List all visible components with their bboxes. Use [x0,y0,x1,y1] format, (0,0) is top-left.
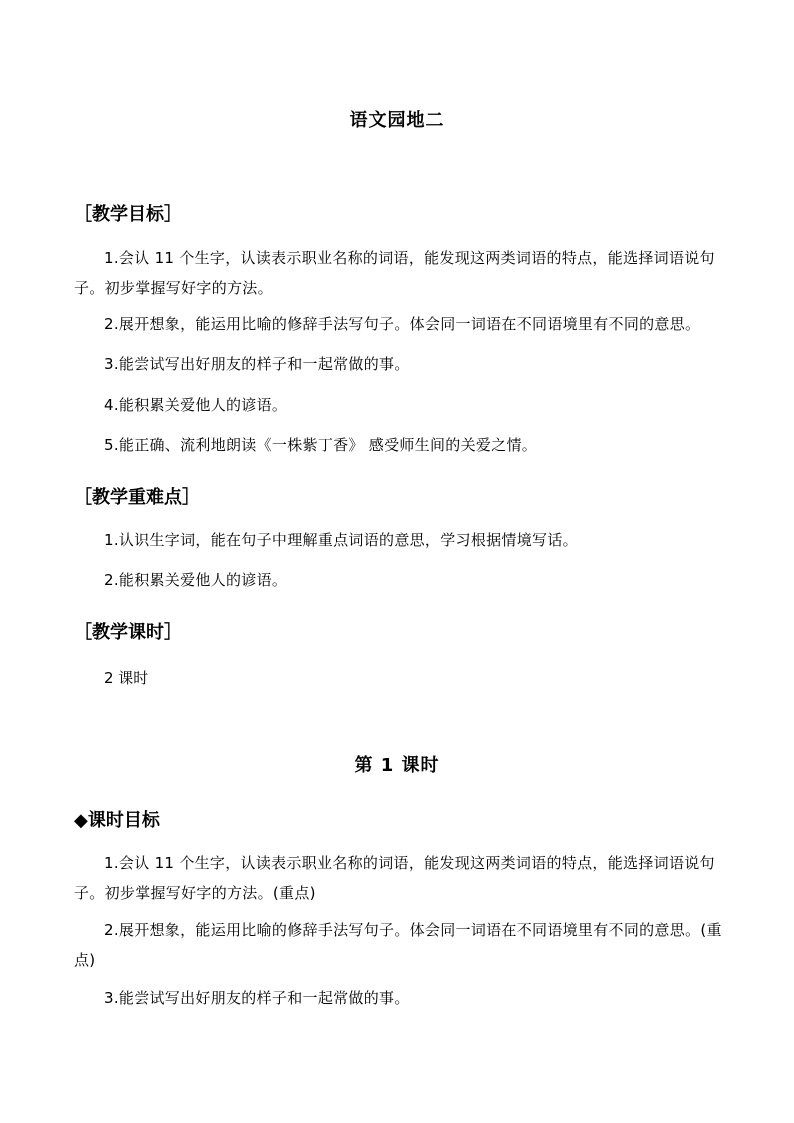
lesson-goal-item-1: 1.会认 11 个生字，认读表示职业名称的词语，能发现这两类词语的特点，能选择词语说句子。初步掌握写好字的方法。(重点) [74,854,715,902]
heading-lesson-goals: ◆课时目标 [74,810,160,831]
lesson-goal-item-2: 2.展开想象，能运用比喻的修辞手法写句子。体会同一词语在不同语境里有不同的意思。(重点) [74,921,722,969]
goal-item-4: 4.能积累关爱他人的谚语。 [104,396,288,414]
lesson-title: 第 1 课时 [354,755,440,776]
heading-teaching-goals: ［教学目标］ [74,204,182,225]
lesson-goal-item-3: 3.能尝试写出好朋友的样子和一起常做的事。 [104,989,410,1007]
goal-item-5: 5.能正确、流利地朗读《一株紫丁香》 感受师生间的关爱之情。 [104,436,538,454]
heading-key-difficulties: ［教学重难点］ [74,487,200,508]
heading-class-hours: ［教学课时］ [74,622,182,643]
document-title: 语文园地二 [349,110,445,131]
class-hours-text: 2 课时 [104,669,149,687]
difficulty-item-1: 1.认识生字词，能在句子中理解重点词语的意思，学习根据情境写话。 [104,531,578,549]
goal-item-1: 1.会认 11 个生字，认读表示职业名称的词语，能发现这两类词语的特点，能选择词语说句子。初步掌握写好字的方法。 [74,249,715,297]
goal-item-3: 3.能尝试写出好朋友的样子和一起常做的事。 [104,355,410,373]
goal-item-2: 2.展开想象，能运用比喻的修辞手法写句子。体会同一词语在不同语境里有不同的意思。 [104,315,701,333]
difficulty-item-2: 2.能积累关爱他人的谚语。 [104,571,288,589]
